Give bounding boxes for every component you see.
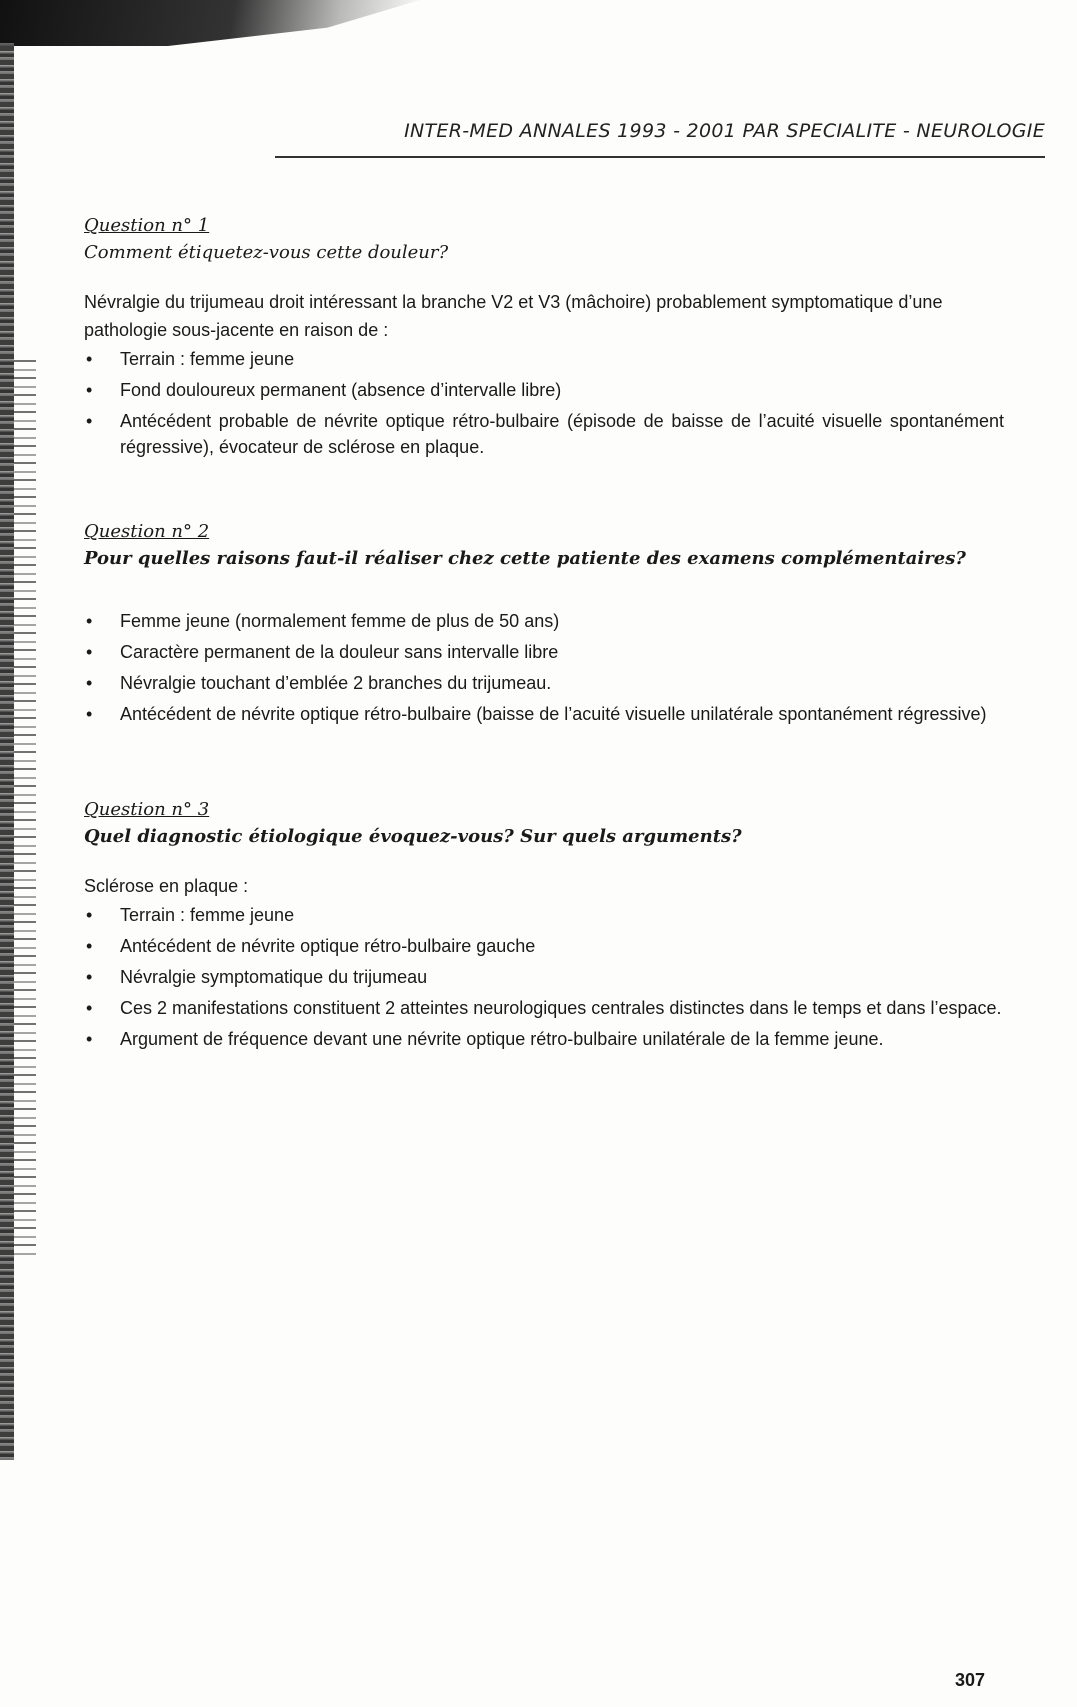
answer-list [84, 346, 1004, 460]
list-item: • Terrain : femme jeune [84, 902, 1004, 928]
question-2-section [84, 518, 1004, 732]
running-header: INTER-MED ANNALES 1993 - 2001 PAR SPECIALITE - NEUROLOGIE [404, 120, 1045, 142]
question-text: Comment étiquetez-vous cette douleur? [84, 242, 449, 263]
question-3-section [84, 796, 1004, 1057]
question-label: Question n° 2 [84, 521, 210, 542]
list-item: • Femme jeune (normalement femme de plus de 50 ans) [84, 608, 1004, 634]
list-item: • Fond douloureux permanent (absence d’intervalle libre) [84, 377, 1004, 403]
list-item: • Ces 2 manifestations constituent 2 atteintes neurologiques centrales distinctes dans le temps et dans l’espace. [84, 995, 1004, 1021]
question-text: Pour quelles raisons faut-il réaliser chez cette patiente des examens complémentaires? [84, 548, 966, 569]
question-label: Question n° 1 [84, 215, 210, 236]
answer-list [84, 902, 1004, 1052]
list-item: • Antécédent de névrite optique rétro-bulbaire (baisse de l’acuité visuelle unilatérale spontanément régressive) [84, 701, 1004, 727]
list-item: • Caractère permanent de la douleur sans intervalle libre [84, 639, 1004, 665]
header-rule [275, 156, 1045, 158]
list-item: • Névralgie touchant d’emblée 2 branches du trijumeau. [84, 670, 1004, 696]
list-item: • Névralgie symptomatique du trijumeau [84, 964, 1004, 990]
question-label: Question n° 3 [84, 799, 210, 820]
page-number: 307 [955, 1670, 986, 1690]
scan-binding-edge [0, 40, 14, 1460]
answer-intro: Névralgie du trijumeau droit intéressant la branche V2 et V3 (mâchoire) probablement symptomatique d’une pathologie sous-jacente en raison de : [84, 292, 943, 340]
question-1-section [84, 212, 1004, 465]
list-item: • Antécédent de névrite optique rétro-bulbaire gauche [84, 933, 1004, 959]
answer-list [84, 608, 1004, 727]
scan-binding-noise [14, 360, 36, 1260]
list-item: • Argument de fréquence devant une névrite optique rétro-bulbaire unilatérale de la femme jeune. [84, 1026, 1004, 1052]
answer-intro: Sclérose en plaque : [84, 876, 249, 896]
question-text: Quel diagnostic étiologique évoquez-vous? Sur quels arguments? [84, 826, 742, 847]
scan-shadow-corner [0, 0, 420, 46]
list-item: • Terrain : femme jeune [84, 346, 1004, 372]
list-item: • Antécédent probable de névrite optique rétro-bulbaire (épisode de baisse de l’acuité visuelle spontanément régressive), évocateur de sclérose en plaque. [84, 408, 1004, 460]
